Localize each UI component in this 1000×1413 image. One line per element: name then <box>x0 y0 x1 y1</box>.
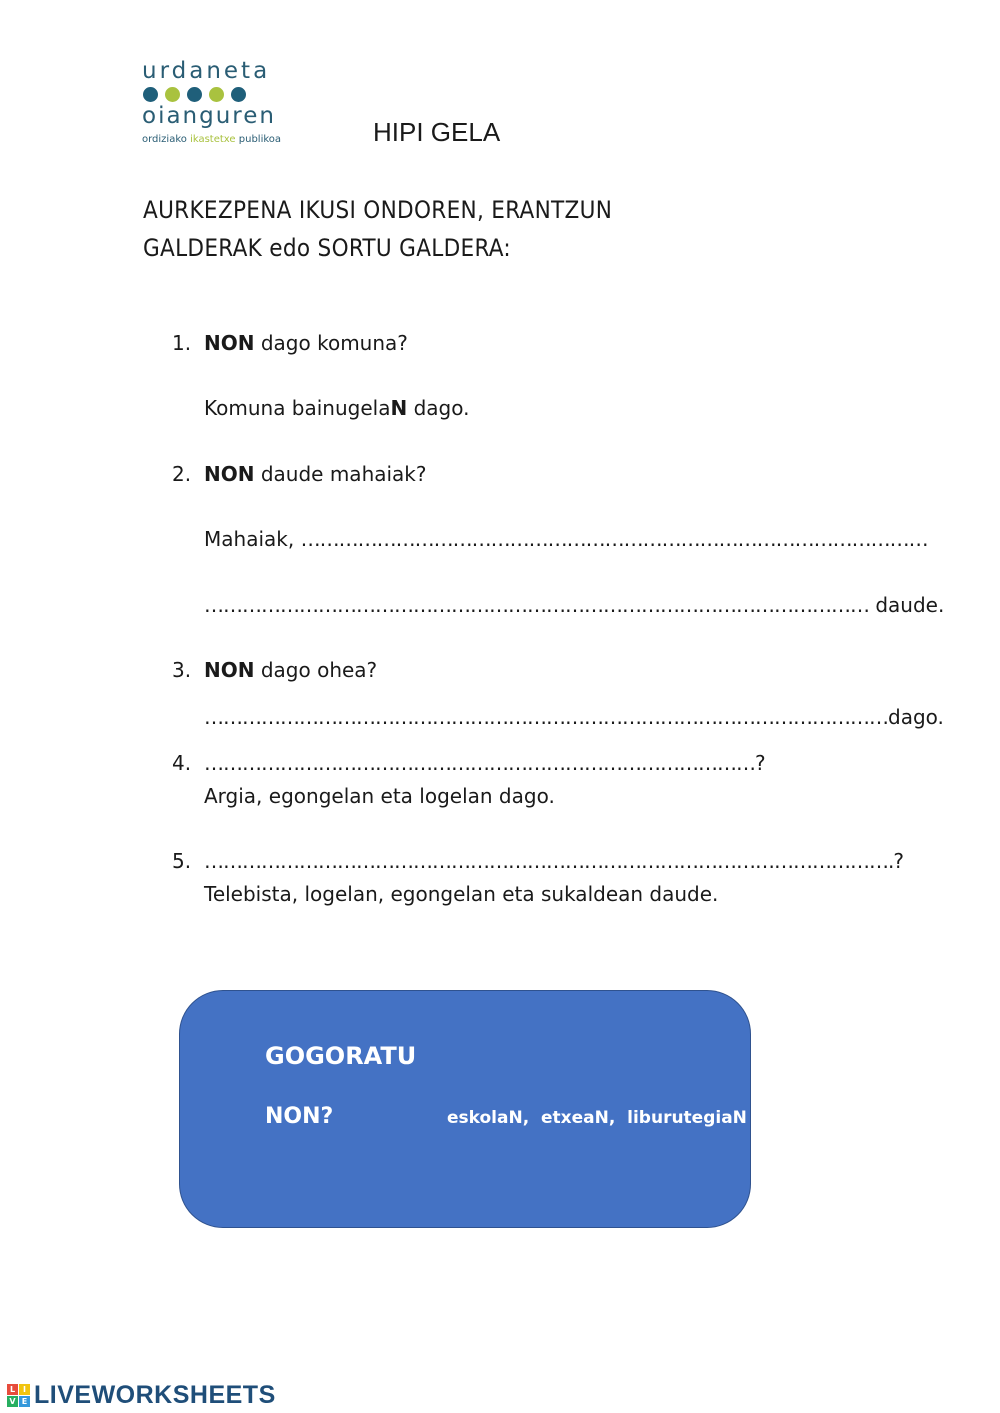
answer-blank[interactable]: ……………………………………………………………………………………… <box>300 527 928 551</box>
logo-dot <box>209 87 224 102</box>
logo-text-bottom: oianguren <box>142 103 276 129</box>
answer-blank[interactable]: …………………………………………………………………………………………… <box>204 593 869 617</box>
remember-question: NON? <box>265 1104 334 1129</box>
question-3: NON dago ohea? <box>204 658 378 682</box>
logo-dot <box>165 87 180 102</box>
logo-text-top: urdaneta <box>142 58 271 84</box>
answer-4: Argia, egongelan eta logelan dago. <box>204 784 555 808</box>
question-2: NON daude mahaiak? <box>204 462 427 486</box>
question-5[interactable]: ……………………………………………………………………………………………….? <box>204 849 904 873</box>
remember-examples: eskolaN, etxeaN, liburutegiaN <box>447 1108 747 1128</box>
question-number: 2. <box>172 462 192 486</box>
question-number: 4. <box>172 751 192 775</box>
question-blank[interactable]: ………………………………………………………………………………………………. <box>204 849 894 873</box>
instructions-line-2: GALDERAK edo SORTU GALDERA: <box>143 234 512 262</box>
footer-brand-text: LIVEWORKSHEETS <box>34 1381 276 1409</box>
footer-brand[interactable] <box>7 1381 276 1410</box>
answer-5: Telebista, logelan, egongelan eta sukaldean daude. <box>204 882 719 906</box>
answer-2-line-2[interactable]: …………………………………………………………………………………………… daude. <box>204 593 945 617</box>
answer-blank[interactable]: ……………………………………………………………………………………………… <box>204 705 888 729</box>
instructions-line-1: AURKEZPENA IKUSI ONDOREN, ERANTZUN <box>143 196 613 224</box>
question-number: 1. <box>172 331 192 355</box>
logo-dots <box>143 87 246 102</box>
answer-3[interactable]: ………………………………………………………………………………………………dago. <box>204 705 944 729</box>
question-1: NON dago komuna? <box>204 331 408 355</box>
question-blank[interactable]: …………………………………………………………………………… <box>204 751 755 775</box>
worksheet-title: HIPI GELA <box>373 117 501 147</box>
question-number: 3. <box>172 658 192 682</box>
logo-dot <box>231 87 246 102</box>
logo-dot <box>143 87 158 102</box>
logo-dot <box>187 87 202 102</box>
question-4[interactable]: ……………………………………………………………………………? <box>204 751 766 775</box>
question-number: 5. <box>172 849 192 873</box>
remember-title: GOGORATU <box>265 1042 417 1070</box>
liveworksheets-icon: L I V E <box>7 1384 30 1407</box>
logo-tagline: ordiziako ikastetxe publikoa <box>142 134 282 145</box>
answer-1: Komuna bainugelaN dago. <box>204 396 470 420</box>
answer-2-line-1[interactable]: Mahaiak, ……………………………………………………………………………………… <box>204 527 928 551</box>
